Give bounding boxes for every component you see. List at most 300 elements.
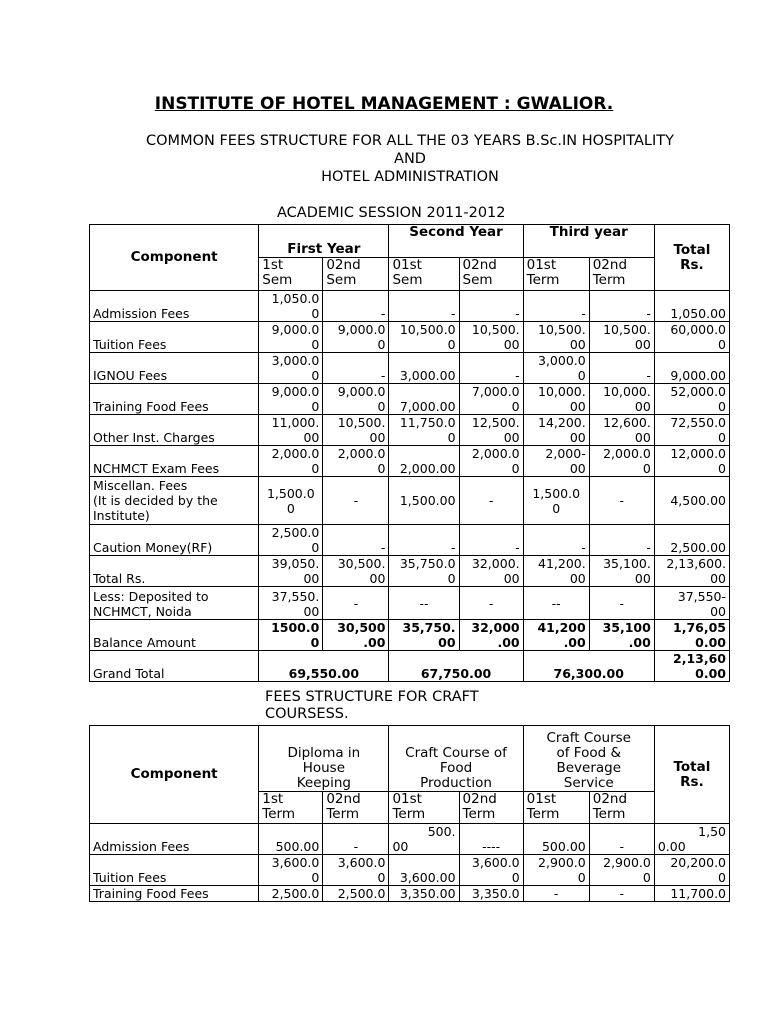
- cell-line: 0: [311, 461, 320, 476]
- fee-value: [523, 855, 589, 886]
- cell-line: .00: [363, 635, 386, 650]
- cell-line: 01st: [392, 257, 422, 273]
- cell-line: Sem: [262, 272, 293, 288]
- term-header: [523, 792, 589, 824]
- fee-value: [389, 525, 459, 556]
- cell-line: Term: [392, 806, 426, 822]
- cell-line: 3,600.0: [471, 855, 520, 870]
- fee-value: 2,500.0: [259, 886, 323, 902]
- fee-value: [523, 353, 589, 384]
- fee-value: [654, 446, 729, 477]
- cell-line: Sem: [392, 272, 423, 288]
- fee-value: [389, 556, 459, 587]
- cell-line: 00: [503, 430, 520, 445]
- cell-line: -: [515, 368, 520, 383]
- fee-value: -: [589, 824, 654, 855]
- fee-value: [459, 525, 523, 556]
- cell-line: 00: [634, 571, 651, 586]
- fee-value: [259, 291, 323, 322]
- fee-value: -: [459, 477, 523, 525]
- cell-line: 0: [311, 306, 320, 321]
- cell-line: 12,600.: [603, 415, 651, 430]
- housekeeping-header-line: Keeping: [296, 775, 351, 791]
- cell-line: 39,050.: [271, 556, 320, 571]
- cell-line: 02nd: [592, 257, 628, 273]
- cell-line: 3,000.00: [399, 368, 456, 383]
- cell-line: 1500.0: [271, 620, 320, 635]
- beverage-header-line: Service: [563, 775, 614, 791]
- cell-line: 00: [303, 571, 320, 586]
- fee-value: [523, 446, 589, 477]
- subtitle-line-2: AND: [394, 151, 426, 167]
- fee-value: [589, 525, 654, 556]
- cell-line: 00: [369, 571, 386, 586]
- balance-row: [90, 620, 730, 651]
- cell-line: -: [380, 540, 386, 555]
- fee-label: Admission Fees: [90, 291, 259, 322]
- cell-line: 01st: [526, 257, 557, 273]
- fee-row: [90, 415, 730, 446]
- cell-line: 00: [710, 571, 726, 586]
- fee-value: ----: [459, 824, 523, 855]
- fee-value: [389, 353, 459, 384]
- cell-line: 00: [569, 399, 586, 414]
- semester-header: [389, 258, 459, 291]
- cell-line: 3,000.0: [538, 353, 586, 368]
- balance-value: [389, 620, 459, 651]
- fee-value: [259, 353, 323, 384]
- craft-total-header-line-2: Rs.: [680, 773, 704, 790]
- grand-total-row: [90, 651, 730, 682]
- cell-line: Term: [326, 806, 360, 822]
- fee-value: -: [589, 477, 654, 525]
- fee-value: [323, 384, 389, 415]
- fee-value: [654, 556, 729, 587]
- fee-value: [459, 384, 523, 415]
- cell-line: 00: [569, 430, 586, 445]
- food-production-header-line: Production: [420, 775, 492, 791]
- fee-value: --: [389, 587, 459, 620]
- cell-line: 7,000.00: [399, 399, 456, 414]
- fee-value: [389, 415, 459, 446]
- balance-value: [523, 620, 589, 651]
- cell-line: 9,000.00: [670, 368, 726, 383]
- cell-line: 01st: [392, 791, 422, 807]
- food-production-header-line: Craft Course of: [405, 745, 507, 761]
- cell-line: 30,500: [337, 620, 386, 635]
- cell-line: 0: [311, 540, 320, 555]
- fee-row: [90, 384, 730, 415]
- cell-line: Miscellan. Fees: [93, 478, 188, 493]
- cell-line: 00: [569, 571, 586, 586]
- cell-line: 2,000-: [545, 446, 586, 461]
- cell-line: 9,000.0: [271, 322, 320, 337]
- cell-line: 0: [310, 635, 320, 650]
- cell-line: 2,000.0: [471, 446, 520, 461]
- fee-value: [323, 415, 389, 446]
- second-year-header: Second Year: [389, 225, 523, 258]
- fee-value: 11,700.0: [654, 886, 729, 902]
- cell-line: Sem: [326, 272, 357, 288]
- grand-total-value: 69,550.00: [259, 651, 389, 682]
- cell-line: 2,13,60: [673, 651, 726, 666]
- grand-total-value: 67,750.00: [389, 651, 523, 682]
- beverage-service-header: [523, 726, 654, 792]
- housekeeping-header-line: Diploma in: [287, 745, 361, 761]
- cell-line: 2,000.00: [399, 461, 456, 476]
- fee-value: [323, 291, 389, 322]
- cell-line: 20,200.0: [670, 855, 726, 870]
- cell-line: 00: [634, 430, 651, 445]
- fee-label: Admission Fees: [90, 824, 259, 855]
- cell-line: 41,200.: [538, 556, 586, 571]
- fee-value: [589, 291, 654, 322]
- cell-line: 00: [710, 604, 726, 619]
- misc-fee-label: [90, 477, 259, 525]
- cell-line: 0: [377, 399, 386, 414]
- term-header: [389, 792, 459, 824]
- cell-line: 30,500.: [337, 556, 386, 571]
- cell-line: 2,500.0: [271, 525, 320, 540]
- cell-line: 2,900.0: [538, 855, 586, 870]
- cell-line: -: [581, 540, 586, 555]
- cell-line: 00: [634, 337, 651, 352]
- cell-line: 3,000.0: [271, 353, 320, 368]
- fee-value: [459, 446, 523, 477]
- fee-value: [323, 525, 389, 556]
- fee-value: [389, 322, 459, 353]
- fee-value: [654, 353, 729, 384]
- cell-line: 500.: [427, 824, 456, 839]
- cell-line: 9,000.0: [337, 384, 386, 399]
- cell-line: Term: [526, 272, 560, 288]
- fee-value: [654, 525, 729, 556]
- fee-value: [589, 446, 654, 477]
- cell-line: 0: [577, 870, 586, 885]
- housekeeping-header-line: House: [302, 760, 345, 776]
- cell-line: 00: [634, 399, 651, 414]
- cell-line: -: [380, 306, 386, 321]
- cell-line: 35,100.: [603, 556, 651, 571]
- less-deposited-row: [90, 587, 730, 620]
- fee-value: [259, 525, 323, 556]
- balance-value: [589, 620, 654, 651]
- cell-line: 2,000.0: [337, 446, 386, 461]
- fee-value: [459, 353, 523, 384]
- cell-line: 72,550.0: [670, 415, 726, 430]
- fee-value: [259, 384, 323, 415]
- cell-line: 0: [286, 500, 295, 516]
- fee-value: [523, 525, 589, 556]
- third-year-header: Third year: [523, 225, 654, 258]
- balance-value: [459, 620, 523, 651]
- cell-line: 0: [577, 368, 586, 383]
- cell-line: 0: [511, 399, 520, 414]
- cell-line: Term: [462, 806, 496, 822]
- fee-value: [323, 353, 389, 384]
- cell-line: (It is decided by the: [93, 493, 218, 508]
- fee-value: -: [323, 824, 389, 855]
- cell-line: 0: [311, 337, 320, 352]
- cell-line: 2,13,600.: [666, 556, 726, 571]
- fee-value: [589, 353, 654, 384]
- cell-line: 2,900.0: [603, 855, 651, 870]
- craft-admission-row: [90, 824, 730, 855]
- fee-row: [90, 446, 730, 477]
- cell-line: 1,050.00: [670, 306, 726, 321]
- cell-line: Term: [526, 806, 560, 822]
- fee-value: 4,500.00: [654, 477, 729, 525]
- cell-line: 0: [718, 870, 726, 885]
- cell-line: 9,000.0: [337, 322, 386, 337]
- cell-line: .00: [563, 635, 586, 650]
- cell-line: 02nd: [462, 791, 497, 807]
- cell-line: 3,600.00: [399, 870, 456, 885]
- fee-row: [90, 353, 730, 384]
- cell-line: 01st: [526, 791, 557, 807]
- cell-line: 0: [311, 870, 320, 885]
- beverage-header-line: Craft Course: [546, 730, 631, 746]
- fee-label: Training Food Fees: [90, 886, 259, 902]
- fee-label: IGNOU Fees: [90, 353, 259, 384]
- cell-line: 37,550.: [271, 589, 320, 604]
- cell-line: 0: [311, 399, 320, 414]
- cell-line: 0: [511, 870, 520, 885]
- cell-line: -: [646, 306, 651, 321]
- total-header-line-1: Total: [673, 241, 711, 258]
- craft-tuition-row: [90, 855, 730, 886]
- cell-line: 1,050.0: [271, 291, 320, 306]
- cell-line: 0: [377, 870, 386, 885]
- cell-line: -: [646, 368, 651, 383]
- subtitle-line-3: HOTEL ADMINISTRATION: [321, 169, 499, 185]
- cell-line: 7,000.0: [471, 384, 520, 399]
- fee-value: [459, 322, 523, 353]
- cell-line: 0: [377, 461, 386, 476]
- cell-line: 0: [377, 337, 386, 352]
- craft-total-header: [654, 726, 729, 824]
- fee-value: [259, 446, 323, 477]
- cell-line: 00: [369, 430, 386, 445]
- beverage-header-line: of Food &: [556, 745, 621, 761]
- fee-value: [654, 824, 729, 855]
- cell-line: 02nd: [592, 791, 628, 807]
- grand-total-sum: [654, 651, 729, 682]
- misc-fee-row: [90, 477, 730, 525]
- cell-line: 0: [511, 461, 520, 476]
- housekeeping-header: [259, 726, 389, 792]
- fee-value: [323, 322, 389, 353]
- cell-line: 00: [569, 337, 586, 352]
- fee-value: [389, 855, 459, 886]
- craft-food-row: [90, 886, 730, 902]
- cell-line: 12,000.0: [670, 446, 726, 461]
- cell-line: 35,750.0: [399, 556, 456, 571]
- cell-line: 32,000.: [471, 556, 520, 571]
- cell-line: -: [646, 540, 651, 555]
- fee-value: [523, 477, 589, 525]
- component-header: Component: [90, 225, 259, 291]
- cell-line: 00: [303, 604, 320, 619]
- subtitle-line-1: COMMON FEES STRUCTURE FOR ALL THE 03 YEARS B.Sc.IN HOSPITALITY: [146, 133, 674, 149]
- cell-line: 0: [447, 430, 456, 445]
- less-deposited-label: [90, 587, 259, 620]
- fee-row: [90, 291, 730, 322]
- cell-line: 1,76,05: [673, 620, 726, 635]
- fee-value: [259, 855, 323, 886]
- fee-value: 3,350.0: [459, 886, 523, 902]
- cell-line: 02nd: [326, 791, 361, 807]
- academic-session: ACADEMIC SESSION 2011-2012: [277, 205, 506, 221]
- fee-value: [523, 291, 589, 322]
- fee-value: [259, 322, 323, 353]
- cell-line: 0: [447, 571, 456, 586]
- balance-value: [259, 620, 323, 651]
- fee-value: [459, 291, 523, 322]
- semester-header: [459, 258, 523, 291]
- total-header-line-2: Rs.: [680, 256, 704, 273]
- fee-value: -: [323, 477, 389, 525]
- cell-line: 35,750.: [402, 620, 456, 635]
- cell-line: 41,200: [537, 620, 586, 635]
- fee-value: 1,500.00: [389, 477, 459, 525]
- craft-total-header-line-1: Total: [673, 758, 711, 775]
- cell-line: -: [380, 368, 386, 383]
- fee-value: [654, 587, 729, 620]
- fee-value: [389, 446, 459, 477]
- fee-value: [459, 556, 523, 587]
- cell-line: Term: [592, 272, 626, 288]
- fee-value: [589, 322, 654, 353]
- cell-line: 10,000.: [603, 384, 651, 399]
- fee-label: Training Food Fees: [90, 384, 259, 415]
- craft-heading: [265, 689, 479, 723]
- fee-value: [323, 855, 389, 886]
- fee-value: [523, 415, 589, 446]
- fee-value: [323, 556, 389, 587]
- fee-value: [389, 291, 459, 322]
- cell-line: 0: [642, 461, 651, 476]
- cell-line: 3,600.0: [337, 855, 386, 870]
- cell-line: 32,000: [471, 620, 520, 635]
- fee-value: [523, 556, 589, 587]
- cell-line: NCHMCT, Noida: [93, 604, 192, 619]
- fee-value: -: [323, 587, 389, 620]
- cell-line: 1st: [262, 791, 284, 807]
- grand-total-label: Grand Total: [90, 651, 259, 682]
- fee-value: -: [523, 886, 589, 902]
- cell-line: 00: [503, 571, 520, 586]
- cell-line: 3,600.0: [271, 855, 320, 870]
- cell-line: 00: [438, 635, 456, 650]
- cell-line: 10,500.: [538, 322, 586, 337]
- fee-value: [589, 415, 654, 446]
- cell-line: 0: [642, 870, 651, 885]
- cell-line: 0: [552, 500, 561, 516]
- balance-value: [323, 620, 389, 651]
- fee-value: [589, 855, 654, 886]
- fee-label: NCHMCT Exam Fees: [90, 446, 259, 477]
- cell-line: 52,000.0: [670, 384, 726, 399]
- cell-line: 35,100: [602, 620, 651, 635]
- cell-line: 0: [718, 399, 726, 414]
- cell-line: -: [451, 306, 456, 321]
- cell-line: 11,000.: [271, 415, 320, 430]
- term-header: [589, 792, 654, 824]
- total-header: [654, 225, 729, 291]
- cell-line: 0.00: [695, 666, 726, 681]
- fee-label: Other Inst. Charges: [90, 415, 259, 446]
- cell-line: 9,000.0: [271, 384, 320, 399]
- fee-row: [90, 556, 730, 587]
- cell-line: 0.00: [657, 839, 686, 854]
- term-header: [259, 792, 323, 824]
- cell-line: -: [581, 306, 586, 321]
- cell-line: 1st: [262, 257, 284, 273]
- balance-label: Balance Amount: [90, 620, 259, 651]
- cell-line: 2,000.0: [603, 446, 651, 461]
- semester-header: [323, 258, 389, 291]
- fee-value: 2,500.0: [323, 886, 389, 902]
- cell-line: 0: [447, 337, 456, 352]
- balance-value: [654, 620, 729, 651]
- fee-label: Tuition Fees: [90, 855, 259, 886]
- term-header: [459, 792, 523, 824]
- fee-value: [259, 556, 323, 587]
- cell-line: Term: [592, 806, 626, 822]
- fee-value: [654, 415, 729, 446]
- fee-value: [389, 384, 459, 415]
- fee-value: [323, 446, 389, 477]
- semester-header: [589, 258, 654, 291]
- food-production-header: [389, 726, 523, 792]
- cell-line: -: [515, 306, 520, 321]
- cell-line: -: [515, 540, 520, 555]
- beverage-header-line: Beverage: [556, 760, 622, 776]
- cell-line: 2,000.0: [271, 446, 320, 461]
- cell-line: 0: [311, 368, 320, 383]
- cell-line: 00: [503, 337, 520, 352]
- fee-value: 3,350.00: [389, 886, 459, 902]
- cell-line: .00: [628, 635, 651, 650]
- cell-line: 10,500.: [603, 322, 651, 337]
- cell-line: 0.00: [695, 635, 726, 650]
- fee-value: [259, 477, 323, 525]
- cell-line: 02nd: [462, 257, 497, 273]
- fees-subtitle: [0, 132, 768, 186]
- grand-total-value: 76,300.00: [523, 651, 654, 682]
- cell-line: Less: Deposited to: [93, 589, 209, 604]
- cell-line: 1,500.0: [266, 485, 315, 501]
- cell-line: 02nd: [326, 257, 361, 273]
- fee-value: [259, 415, 323, 446]
- food-production-header-line: Food: [439, 760, 473, 776]
- cell-line: 60,000.0: [670, 322, 726, 337]
- cell-line: 0: [718, 430, 726, 445]
- cell-line: 00: [392, 839, 409, 854]
- cell-line: 10,500.: [337, 415, 386, 430]
- fee-value: [654, 384, 729, 415]
- fee-row: [90, 525, 730, 556]
- cell-line: -: [451, 540, 456, 555]
- craft-heading-line-2: COURSESS.: [265, 706, 349, 722]
- cell-line: 10,500.: [471, 322, 520, 337]
- cell-line: 00: [303, 430, 320, 445]
- craft-heading-line-1: FEES STRUCTURE FOR CRAFT: [265, 689, 479, 705]
- cell-line: 00: [569, 461, 586, 476]
- cell-line: 10,500.0: [399, 322, 456, 337]
- fee-value: 500.00: [259, 824, 323, 855]
